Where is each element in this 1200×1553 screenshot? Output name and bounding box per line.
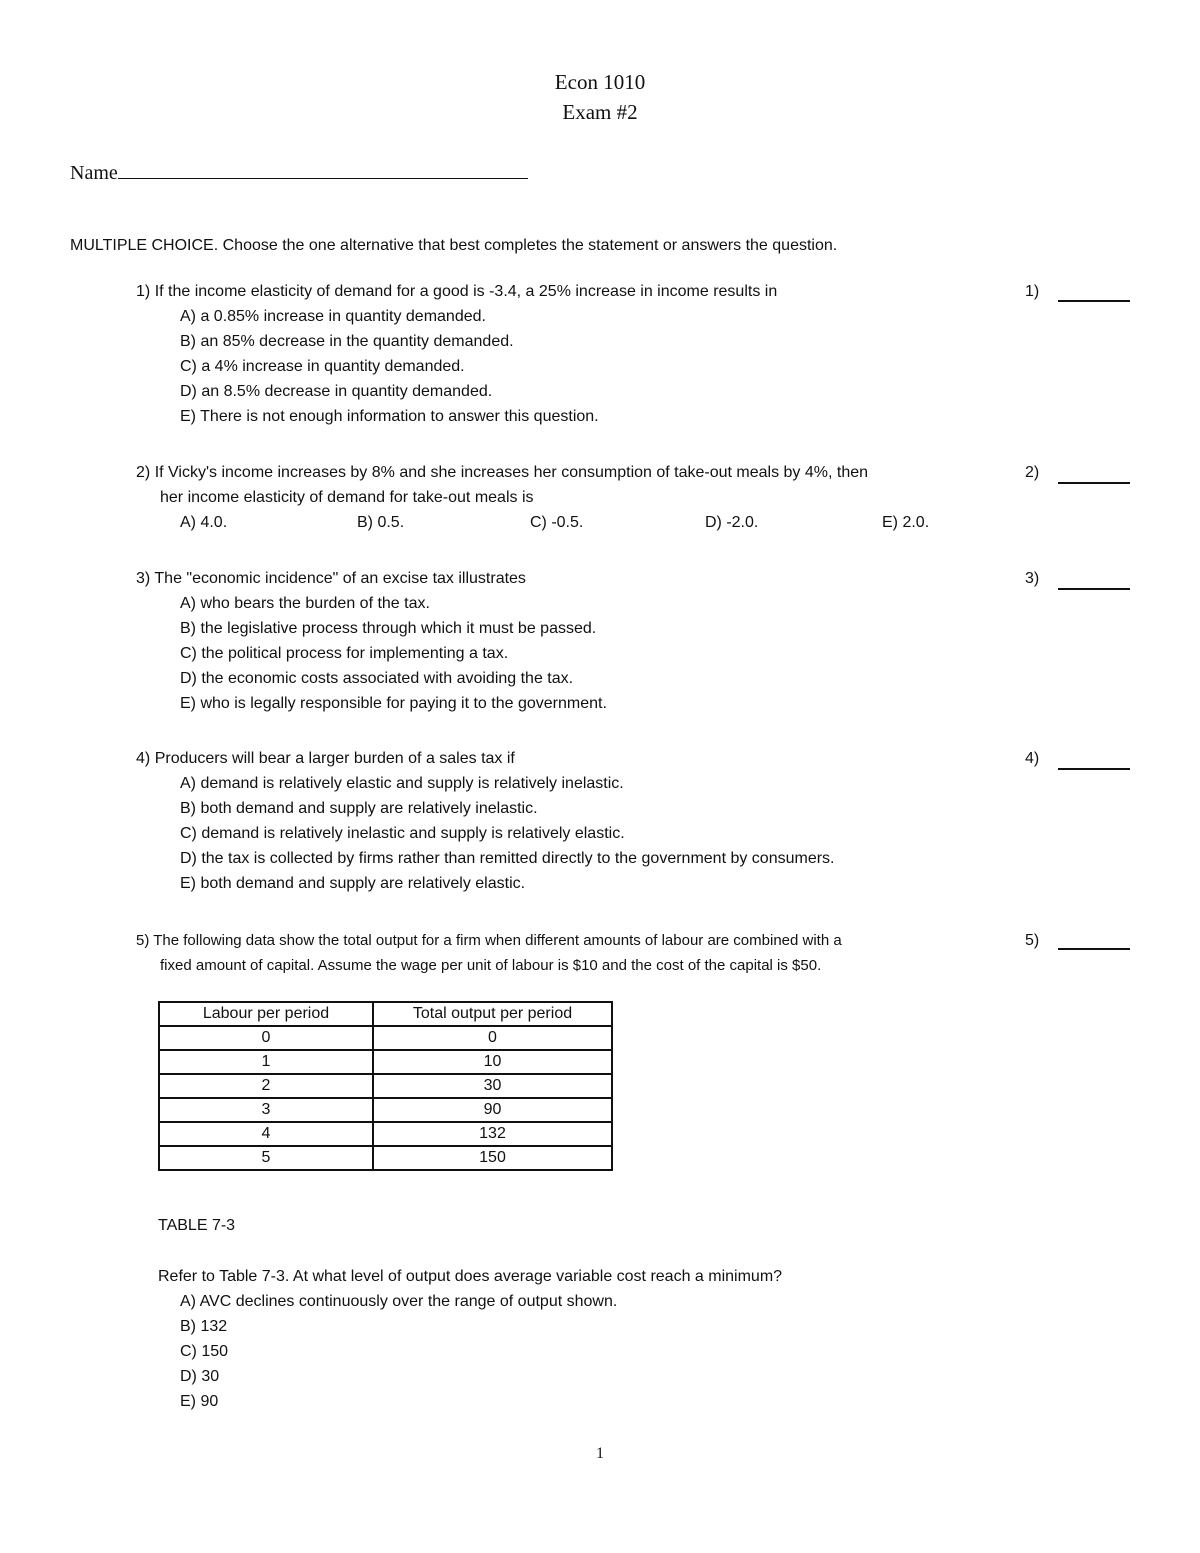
q4-option-b: B) both demand and supply are relatively inelastic. [180, 800, 538, 817]
q1-option-c: C) a 4% increase in quantity demanded. [180, 358, 465, 375]
q5-option-e: E) 90 [180, 1393, 219, 1410]
q5-option-a: A) AVC declines continuously over the range of output shown. [180, 1293, 618, 1310]
table-row [159, 1146, 612, 1170]
q5-option-d: D) 30 [180, 1368, 220, 1385]
answer-blank-5[interactable] [1058, 948, 1130, 950]
q4-option-c: C) demand is relatively inelastic and supply is relatively elastic. [180, 825, 625, 842]
question-1-stem [136, 279, 777, 304]
question-number: 1) [136, 283, 151, 300]
table-row [159, 1098, 612, 1122]
question-2-stem-cont: her income elasticity of demand for take-out meals is [160, 489, 534, 506]
question-3-stem [136, 566, 526, 591]
q3-option-b: B) the legislative process through which it must be passed. [180, 620, 597, 637]
name-label: Name [70, 162, 118, 184]
q3-option-d: D) the economic costs associated with avoiding the tax. [180, 670, 574, 687]
q3-option-e: E) who is legally responsible for paying it to the government. [180, 695, 607, 712]
labour-output-table [158, 1001, 613, 1171]
q1-option-a: A) a 0.85% increase in quantity demanded. [180, 308, 486, 325]
question-number: 5) [136, 932, 150, 949]
answer-label-5: 5) [1025, 932, 1040, 949]
question-4-stem [136, 746, 515, 771]
table-cell: 4 [159, 1122, 373, 1146]
question-number: 4) [136, 750, 151, 767]
question-text: The "economic incidence" of an excise tax illustrates [154, 570, 526, 587]
q2-option-e: E) 2.0. [882, 514, 930, 531]
table-row [159, 1122, 612, 1146]
answer-label-1: 1) [1025, 283, 1040, 300]
table-cell: 150 [373, 1146, 612, 1170]
question-5-text: Refer to Table 7-3. At what level of output does average variable cost reach a minimum? [158, 1268, 783, 1285]
answer-label-3: 3) [1025, 570, 1040, 587]
table-cell: 2 [159, 1074, 373, 1098]
table-cell: 132 [373, 1122, 612, 1146]
course-title: Econ 1010 [554, 70, 646, 94]
question-text: If the income elasticity of demand for a good is -3.4, a 25% increase in income results in [154, 283, 778, 300]
table-row [159, 1050, 612, 1074]
q1-option-d: D) an 8.5% decrease in quantity demanded. [180, 383, 493, 400]
question-number: 2) [136, 464, 151, 481]
answer-label-4: 4) [1025, 750, 1040, 767]
exam-title: Exam #2 [562, 100, 638, 124]
table-header-cell: Total output per period [373, 1002, 612, 1026]
answer-blank-2[interactable] [1058, 482, 1130, 484]
answer-blank-1[interactable] [1058, 300, 1130, 302]
table-cell: 10 [373, 1050, 612, 1074]
q2-option-b: B) 0.5. [357, 514, 405, 531]
q5-option-c: C) 150 [180, 1343, 229, 1360]
answer-blank-3[interactable] [1058, 588, 1130, 590]
question-number: 3) [136, 570, 151, 587]
page-number: 1 [596, 1445, 604, 1462]
answer-blank-4[interactable] [1058, 768, 1130, 770]
q3-option-a: A) who bears the burden of the tax. [180, 595, 430, 612]
q3-option-c: C) the political process for implementing a tax. [180, 645, 509, 662]
q2-option-d: D) -2.0. [705, 514, 759, 531]
table-cell: 1 [159, 1050, 373, 1074]
table-cell: 0 [373, 1026, 612, 1050]
table-cell: 90 [373, 1098, 612, 1122]
table-header-row [159, 1002, 612, 1026]
q5-option-b: B) 132 [180, 1318, 228, 1335]
name-field[interactable] [70, 160, 528, 185]
table-row [159, 1026, 612, 1050]
name-blank-line[interactable] [118, 160, 528, 179]
q1-option-b: B) an 85% decrease in the quantity demanded. [180, 333, 514, 350]
q2-option-c: C) -0.5. [530, 514, 584, 531]
table-caption: TABLE 7-3 [158, 1217, 236, 1234]
q2-option-a: A) 4.0. [180, 514, 228, 531]
answer-label-2: 2) [1025, 464, 1040, 481]
table-header-cell: Labour per period [159, 1002, 373, 1026]
q4-option-e: E) both demand and supply are relatively elastic. [180, 875, 526, 892]
question-2-stem [136, 460, 868, 485]
question-5-stem-cont: fixed amount of capital. Assume the wage per unit of labour is $10 and the cost of the capital is $50. [160, 957, 822, 974]
question-text: The following data show the total output for a firm when different amounts of labour are combined with a [153, 932, 842, 949]
table-cell: 5 [159, 1146, 373, 1170]
question-text: If Vicky's income increases by 8% and she increases her consumption of take-out meals by 4%, then [154, 464, 869, 481]
q4-option-a: A) demand is relatively elastic and supply is relatively inelastic. [180, 775, 624, 792]
q4-option-d: D) the tax is collected by firms rather than remitted directly to the government by consumers. [180, 850, 835, 867]
table-cell: 30 [373, 1074, 612, 1098]
q1-option-e: E) There is not enough information to answer this question. [180, 408, 599, 425]
instructions: MULTIPLE CHOICE. Choose the one alternative that best completes the statement or answers the question. [70, 237, 838, 254]
question-5-stem [136, 928, 842, 953]
table-row [159, 1074, 612, 1098]
table-cell: 3 [159, 1098, 373, 1122]
question-text: Producers will bear a larger burden of a sales tax if [154, 750, 515, 767]
table-cell: 0 [159, 1026, 373, 1050]
